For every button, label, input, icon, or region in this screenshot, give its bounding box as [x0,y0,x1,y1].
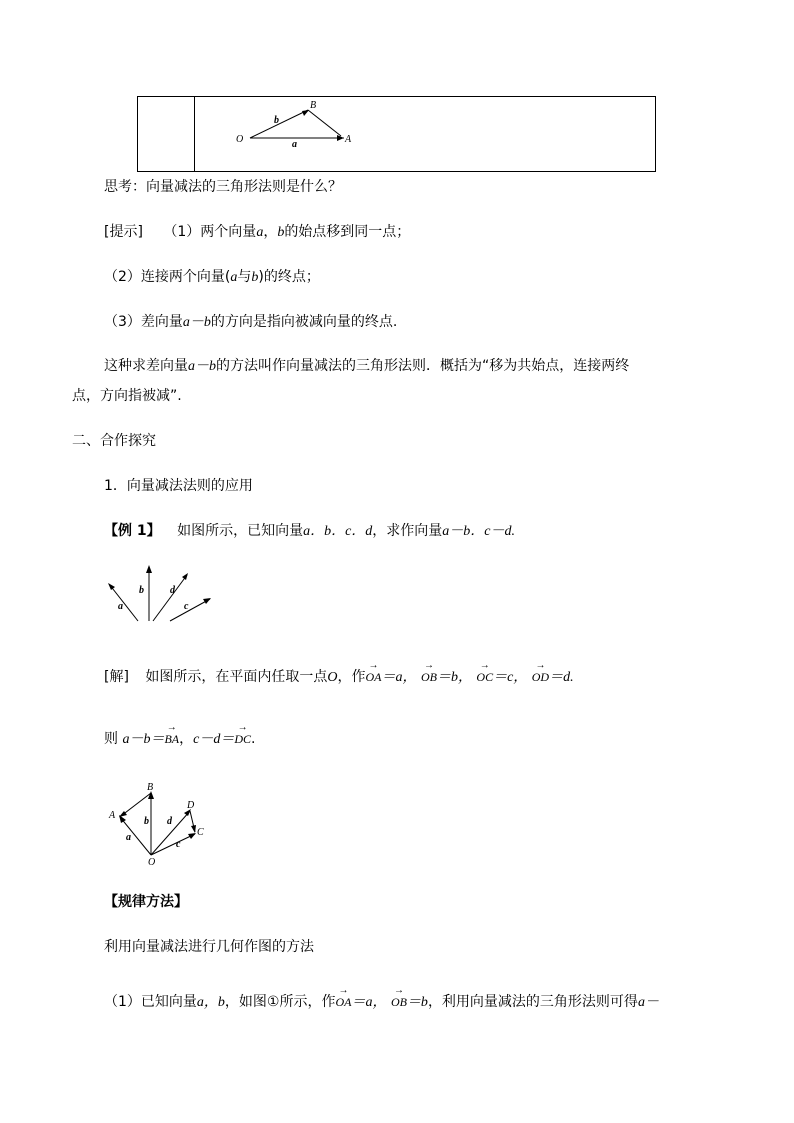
arrow-icon: → [237,722,248,733]
vector-OB-2: → OB [390,985,407,1009]
last-mid: ，如图①所示，作 [224,994,336,1010]
solution-tag: [解] [104,669,129,685]
fig2-label-d: d [167,816,172,827]
rule-line-1 [104,355,629,375]
fig2-label-b: b [144,816,149,827]
hint-tag: [提示] [104,224,143,240]
vector-OC: → OC [476,660,494,684]
arrow-icon: → [479,660,490,671]
figure-table [137,96,656,172]
method-text: 利用向量减法进行几何作图的方法 [104,939,314,955]
hint-3-expr: a－b [182,315,211,330]
rule-1-prefix: 这种求差向量 [104,358,188,374]
vector-OA: → OA [365,660,382,684]
vector-DC: → DC [234,722,252,746]
label-b: b [274,115,279,126]
solution-prefix: 如图所示，在平面内任取一点 [145,669,328,685]
hint-3-suffix: 的方向是指向被减向量的终点. [210,314,398,330]
last-vars: a，b [196,995,225,1010]
rule-1-expr: a－b [188,359,216,374]
then-sep: ， [179,731,194,747]
fig1-label-a: a [118,601,123,612]
fig2-label-A: A [109,810,116,821]
fig2-label-a: a [126,832,131,843]
arrow-icon: → [338,985,349,996]
hint-1-b: b [277,225,285,240]
hint-1-suffix: 的始点移到同一点； [284,224,411,240]
example-vars: a．b．c．d [303,524,373,539]
vector-OD: → OD [531,660,550,684]
example-tag: 【例 1】 [104,523,161,539]
triangle-figure [138,97,657,173]
then-end: . [251,731,256,747]
four-vectors-figure [100,555,225,630]
fig1-label-c: c [184,601,189,612]
fig2-label-D: D [187,800,195,811]
label-B: B [310,100,317,111]
example-mid: ，求作向量 [372,523,443,539]
then-expr2: c－d＝ [193,732,235,747]
example-line [104,520,515,540]
example-prefix: 如图所示，已知向量 [177,523,304,539]
then-expr1: a－b＝ [122,732,165,747]
hint-2-a: a [230,270,238,285]
fig2-label-c: c [176,839,181,850]
arrow-icon: → [166,722,177,733]
fig1-label-b: b [139,585,144,596]
vector-OA-2: → OA [335,985,352,1009]
solution-e3: ＝c， [493,670,528,685]
solution-mid: ，作 [337,669,366,685]
solution-line [104,660,574,686]
hint-3-prefix: （3）差向量 [104,314,183,330]
hint-line-1 [104,221,410,241]
hint-1-a: a [256,225,264,240]
hint-1-prefix: （1）两个向量 [163,224,257,240]
hint-2-prefix: （2）连接两个向量( [104,269,231,285]
section-title: 二、合作探究 [72,433,156,449]
hint-line-3 [104,311,397,331]
solution-e2: ＝b， [436,670,472,685]
last-suffix: ，利用向量减法的三角形法则可得 [427,994,638,1010]
subsection-title: 1．向量减法法则的应用 [104,478,253,494]
arrow-icon: → [368,660,379,671]
label-a: a [292,139,297,150]
label-A: A [345,134,352,145]
solution-e4: ＝d. [549,670,574,685]
label-O: O [236,134,244,145]
then-prefix: 则 [104,731,118,747]
hint-2-b: b [251,270,259,285]
last-e1: ＝a， [351,995,387,1010]
hint-1-sep: ， [263,224,278,240]
vector-OB: → OB [420,660,437,684]
fig2-label-B: B [147,782,154,793]
solution-point: O [327,670,338,685]
fig1-label-d: d [170,585,175,596]
last-line [104,985,659,1011]
arrow-icon: → [535,660,546,671]
then-line [104,722,256,748]
rule-line-2: 点，方向指被减”. [72,388,182,404]
last-tail: a－ [637,995,659,1010]
method-title: 【规律方法】 [104,894,188,910]
example-exprs: a－b．c－d. [442,524,516,539]
hint-2-mid: 与 [237,269,252,285]
solution-e1: ＝a， [381,670,417,685]
hint-2-suffix: )的终点； [258,269,320,285]
hint-line-2 [104,266,320,286]
solution-figure [100,777,220,869]
rule-1-suffix: 的方法叫作向量减法的三角形法则．概括为“移为共始点，连接两终 [216,358,630,374]
last-e2: ＝b [406,995,428,1010]
vector-BA: → BA [164,722,180,746]
fig2-label-C: C [197,827,204,838]
fig2-label-O: O [148,857,156,868]
arrow-icon: → [423,660,434,671]
last-prefix: （1）已知向量 [104,994,197,1010]
think-question: 思考：向量减法的三角形法则是什么？ [104,179,342,195]
arrow-icon: → [393,985,404,996]
